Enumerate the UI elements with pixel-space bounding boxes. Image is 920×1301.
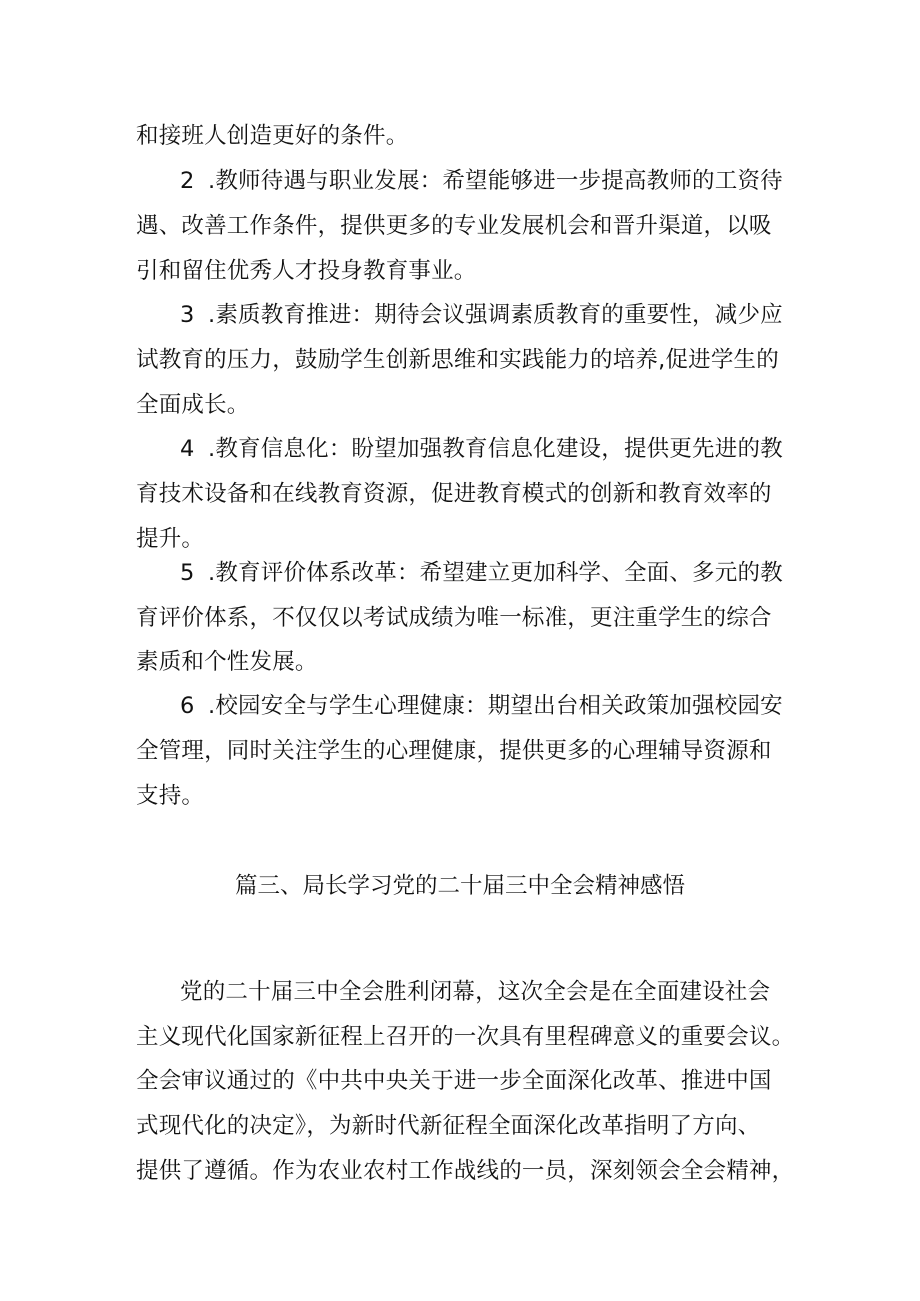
text-line: 引和留住优秀人才投身教育事业。 bbox=[136, 258, 477, 284]
list-item-6 bbox=[180, 691, 783, 721]
text-line: 素质和个性发展。 bbox=[136, 649, 318, 675]
list-number: 5 bbox=[180, 560, 195, 586]
text-line: 提供了遵循。作为农业农村工作战线的一员，深刻领会全会精神， bbox=[136, 1158, 795, 1184]
list-item-text: .教育信息化：盼望加强教育信息化建设，提供更先进的教 bbox=[208, 436, 783, 462]
text-line: 支持。 bbox=[136, 783, 205, 809]
text-line: 遇、改善工作条件，提供更多的专业发展机会和晋升渠道，以吸 bbox=[136, 213, 772, 239]
text-line: 全会审议通过的《中共中央关于进一步全面深化改革、推进中国 bbox=[136, 1068, 772, 1094]
list-item-text: .素质教育推进：期待会议强调素质教育的重要性，减少应 bbox=[208, 302, 783, 328]
list-item-text: .校园安全与学生心理健康：期望出台相关政策加强校园安 bbox=[208, 693, 783, 719]
text-line: 提升。 bbox=[136, 526, 205, 552]
list-item-5 bbox=[180, 558, 783, 588]
text-line: 主义现代化国家新征程上召开的一次具有里程碑意义的重要会议。 bbox=[136, 1024, 795, 1050]
list-item-text: .教育评价体系改革：希望建立更加科学、全面、多元的教 bbox=[208, 560, 783, 586]
text-line: 和接班人创造更好的条件。 bbox=[136, 123, 409, 149]
list-item-3 bbox=[180, 300, 783, 330]
list-item-4 bbox=[180, 434, 783, 464]
list-number: 3 bbox=[180, 302, 195, 328]
text-line: 全管理，同时关注学生的心理健康，提供更多的心理辅导资源和 bbox=[136, 738, 772, 764]
list-number: 2 bbox=[180, 168, 195, 194]
text-line: 试教育的压力，鼓励学生创新思维和实践能力的培养,促进学生的 bbox=[136, 347, 779, 373]
list-number: 6 bbox=[180, 693, 195, 719]
text-line: 式现代化的决定》，为新时代新征程全面深化改革指明了方向、 bbox=[136, 1113, 761, 1139]
list-number: 4 bbox=[180, 436, 195, 462]
paragraph-first-line: 党的二十届三中全会胜利闭幕，这次全会是在全面建设社会 bbox=[180, 979, 771, 1005]
section-heading: 篇三、局长学习党的二十届三中全会精神感悟 bbox=[234, 873, 685, 899]
text-line: 全面成长。 bbox=[136, 392, 250, 418]
list-item-2 bbox=[180, 166, 783, 196]
text-line: 育技术设备和在线教育资源，促进教育模式的创新和教育效率的 bbox=[136, 481, 772, 507]
list-item-text: .教师待遇与职业发展：希望能够进一步提高教师的工资待 bbox=[208, 168, 783, 194]
text-line: 育评价体系，不仅仅以考试成绩为唯一标准，更注重学生的综合 bbox=[136, 605, 772, 631]
